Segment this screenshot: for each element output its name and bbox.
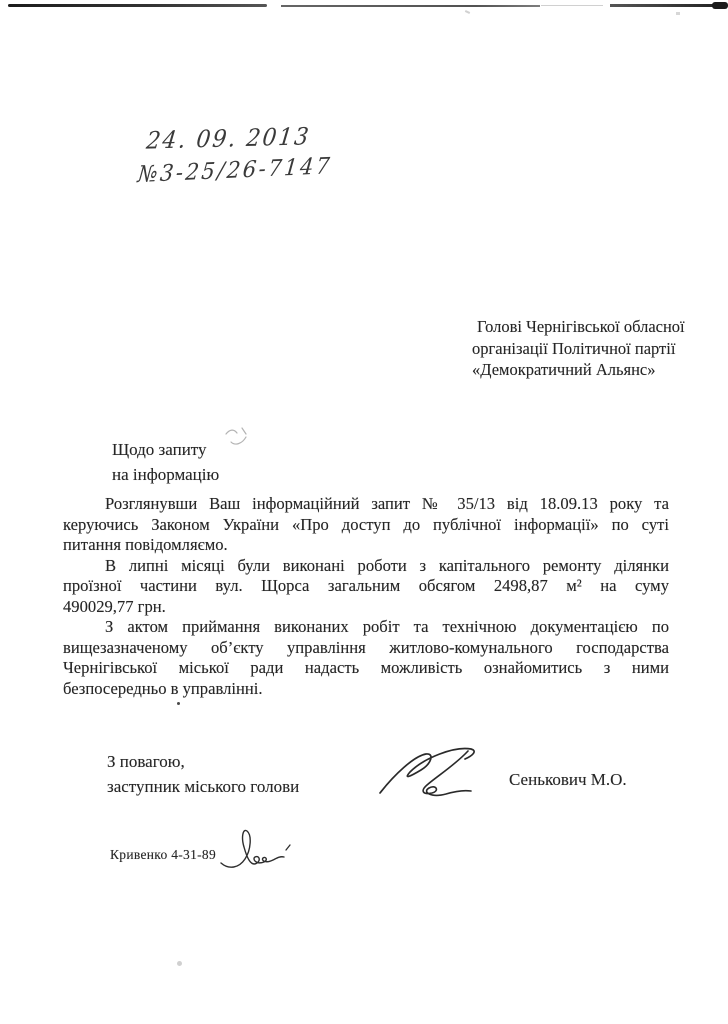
body-line: вищезазначеному об’єкту управління житлово-комунального господарства xyxy=(63,637,669,657)
scan-artifact-speck xyxy=(676,12,680,15)
letter-body xyxy=(63,494,669,699)
scan-artifact-speck xyxy=(465,10,470,14)
handwritten-number: №3-25/26-7147 xyxy=(136,152,334,188)
signature-image xyxy=(374,739,492,803)
executor-contact: Кривенко 4-31-89 xyxy=(110,847,217,862)
body-line: Чернігівської міської ради надасть можливість ознайомитись з ними xyxy=(63,658,669,677)
subject-line: на інформацію xyxy=(112,465,220,484)
body-line: 490029,77 грн. xyxy=(63,596,166,616)
signer-name: Сенькович М.О. xyxy=(509,770,627,789)
faint-speck xyxy=(177,961,182,966)
initials-signature xyxy=(218,824,300,876)
signoff-line: заступник міського голови xyxy=(107,776,300,796)
recipient-block xyxy=(472,316,708,381)
body-line: Розглянувши Ваш інформаційний запит № 35/13 від 18.09.13 року та xyxy=(105,494,669,513)
body-line: проїзної частини вул. Щорса загальним обсягом 2498,87 м² на суму xyxy=(63,576,669,595)
pencil-smudge xyxy=(222,426,252,450)
handwritten-date: 24. 09. 2013 xyxy=(144,123,312,156)
body-line: питання повідомляємо. xyxy=(63,535,228,554)
body-line: З актом приймання виконаних робіт та технічною документацією по xyxy=(105,617,669,636)
handwritten-registration xyxy=(136,123,336,188)
subject-line: Щодо запиту xyxy=(112,440,207,459)
signoff-line: З повагою, xyxy=(107,752,185,771)
ink-speck xyxy=(177,702,180,705)
body-line: безпосередньо в управлінні. xyxy=(63,678,263,698)
recipient-line: Голові Чернігівської обласної xyxy=(477,317,685,336)
signoff-block xyxy=(107,750,299,799)
scan-artifact-blob xyxy=(712,2,728,9)
body-line: керуючись Законом України «Про доступ до публічної інформації» по суті xyxy=(63,514,669,534)
scan-artifact-segment xyxy=(541,5,603,6)
recipient-line: «Демократичний Альянс» xyxy=(472,360,656,379)
subject-block xyxy=(112,437,219,487)
scan-artifact-segment xyxy=(8,4,267,7)
recipient-line: організації Політичної партії xyxy=(472,338,676,358)
scan-artifact-segment xyxy=(281,5,540,7)
body-line: В липні місяці були виконані роботи з капітального ремонту ділянки xyxy=(105,555,669,575)
scan-artifact-segment xyxy=(610,4,722,7)
